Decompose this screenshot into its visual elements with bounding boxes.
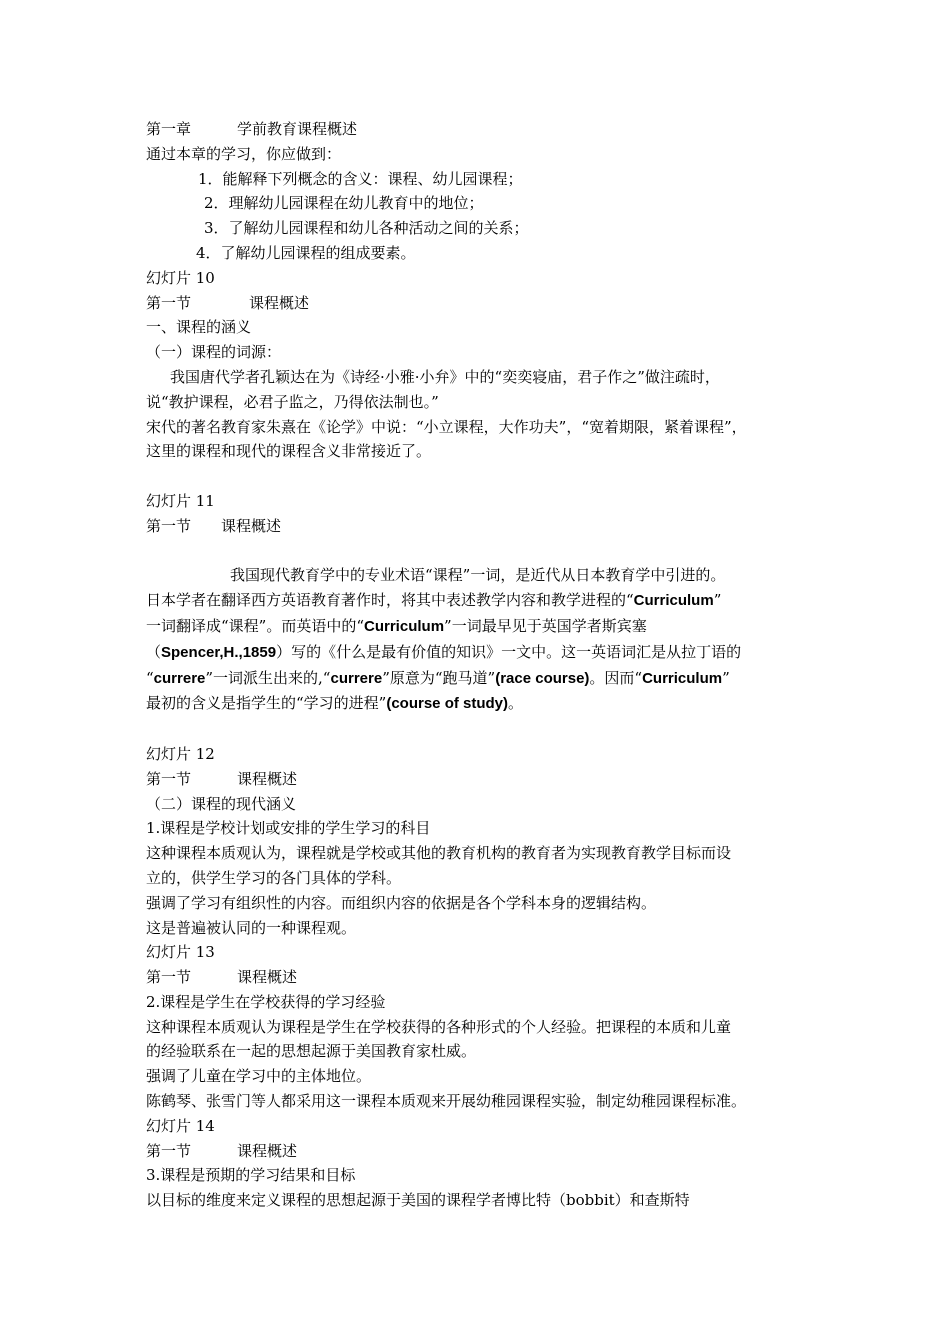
objective-1: 1．能解释下列概念的含义：课程、幼儿园课程； <box>198 169 523 188</box>
chapter-title: 学前教育课程概述 <box>237 120 358 138</box>
section-title: 课程概述 <box>237 968 298 987</box>
paragraph-line: 这种课程本质观认为，课程就是学校或其他的教育机构的教育者为实现教育教学目标而设 <box>146 844 732 863</box>
section-number: 第一节 <box>146 1141 192 1160</box>
paragraph-line: （Spencer,H.,1859）写的《什么是最有价值的知识》一文中。这一英语词汇是从拉丁语的 <box>146 642 742 661</box>
slide-12-label: 幻灯片 12 <box>146 744 215 763</box>
section-heading <box>146 965 810 990</box>
section-title: 课程概述 <box>249 293 310 312</box>
heading-level-2: （一）课程的词源： <box>146 343 282 362</box>
paragraph-line: 这种课程本质观认为课程是学生在学校获得的各种形式的个人经验。把课程的本质和儿童 <box>146 1017 732 1036</box>
paragraph-line: “currere”一词派生出来的,“currere”原意为“跑马道”(race course)。因而“Curriculum” <box>146 668 730 687</box>
paragraph-line: 日本学者在翻译西方英语教育著作时，将其中表述教学内容和教学进程的“Curriculum” <box>146 591 722 610</box>
chapter-heading <box>146 117 810 142</box>
paragraph-line: 以目标的维度来定义课程的思想起源于美国的课程学者博比特（bobbit）和查斯特 <box>146 1191 690 1210</box>
section-number: 第一节 <box>146 293 192 312</box>
intro-text: 通过本章的学习，你应做到： <box>146 144 342 163</box>
paragraph-line: 强调了儿童在学习中的主体地位。 <box>146 1067 372 1086</box>
paragraph-line: 强调了学习有组织性的内容。而组织内容的依据是各个学科本身的逻辑结构。 <box>146 893 657 912</box>
objective-2: 2．理解幼儿园课程在幼儿教育中的地位； <box>204 194 484 213</box>
section-heading <box>146 291 810 316</box>
slide-11-label: 幻灯片 11 <box>146 491 215 510</box>
section-heading <box>146 767 810 792</box>
heading-level-2: （二）课程的现代涵义 <box>146 794 297 813</box>
heading-level-1: 一、课程的涵义 <box>146 318 252 337</box>
list-item: 1.课程是学校计划或安排的学生学习的科目 <box>146 819 431 838</box>
paragraph-line: 说“教护课程，必君子监之，乃得依法制也。” <box>146 392 439 411</box>
slide-14-label: 幻灯片 14 <box>146 1116 215 1135</box>
paragraph-line: 一词翻译成“课程”。而英语中的“Curriculum”一词最早见于英国学者斯宾塞 <box>146 616 647 635</box>
section-title: 课程概述 <box>221 516 282 535</box>
paragraph-line: 的经验联系在一起的思想起源于美国教育家杜威。 <box>146 1042 477 1061</box>
section-title: 课程概述 <box>237 1141 298 1160</box>
paragraph-line: 这是普遍被认同的一种课程观。 <box>146 918 357 937</box>
slide-10-label: 幻灯片 10 <box>146 268 215 287</box>
paragraph-line: 陈鹤琴、张雪门等人都采用这一课程本质观来开展幼稚园课程实验，制定幼稚园课程标准。 <box>146 1092 747 1111</box>
section-number: 第一节 <box>146 968 192 987</box>
section-number: 第一节 <box>146 516 192 535</box>
section-number: 第一节 <box>146 769 192 788</box>
paragraph-line: 我国现代教育学中的专业术语“课程”一词，是近代从日本教育学中引进的。 <box>230 566 726 585</box>
list-item: 3.课程是预期的学习结果和目标 <box>146 1166 356 1185</box>
list-item: 2.课程是学生在学校获得的学习经验 <box>146 992 386 1011</box>
paragraph-line: 我国唐代学者孔颖达在为《诗经·小雅·小弁》中的“奕奕寝庙，君子作之”做注疏时， <box>170 367 720 386</box>
slide-13-label: 幻灯片 13 <box>146 943 215 962</box>
section-heading <box>146 1139 810 1164</box>
objective-3: 3．了解幼儿园课程和幼儿各种活动之间的关系； <box>204 219 529 238</box>
document-page <box>146 117 810 1213</box>
objective-4: 4．了解幼儿园课程的组成要素。 <box>196 243 416 262</box>
paragraph-line: 宋代的著名教育家朱熹在《论学》中说：“小立课程，大作功夫”，“宽着期限，紧着课程”， <box>146 417 747 436</box>
section-heading <box>146 514 810 539</box>
paragraph-line: 这里的课程和现代的课程含义非常接近了。 <box>146 442 432 461</box>
paragraph-line: 最初的含义是指学生的“学习的进程”(course of study)。 <box>146 694 524 713</box>
paragraph-line: 立的，供学生学习的各门具体的学科。 <box>146 868 402 887</box>
chapter-label: 第一章 <box>146 120 192 138</box>
section-title: 课程概述 <box>237 769 298 788</box>
